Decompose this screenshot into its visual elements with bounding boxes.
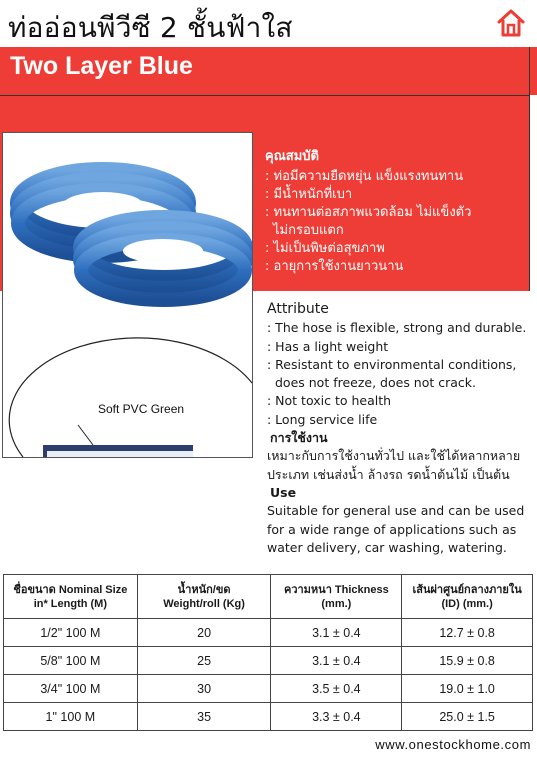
table-cell: 19.0 ± 1.0 bbox=[402, 675, 533, 703]
website-link[interactable]: www.onestockhome.com bbox=[375, 737, 531, 752]
table-cell: 5/8" 100 M bbox=[4, 647, 138, 675]
table-cell: 30 bbox=[137, 675, 271, 703]
usage-thai-line: ประเภท เช่นส่งน้ำ ล้างรถ รดน้ำต้นไม้ เป็นต้น bbox=[267, 466, 510, 482]
usage-english-line: water delivery, car washing, watering. bbox=[267, 539, 507, 555]
page-title-thai: ท่ออ่อนพีวีซี 2 ชั้นฟ้าใส bbox=[8, 11, 293, 44]
hose-diagram bbox=[9, 338, 252, 457]
diagram-label: Soft PVC Green bbox=[98, 402, 185, 416]
column-header: ความหนา Thickness (mm.) bbox=[271, 575, 402, 619]
divider bbox=[529, 47, 530, 291]
table-cell: 3.1 ± 0.4 bbox=[271, 647, 402, 675]
table-cell: 15.9 ± 0.8 bbox=[402, 647, 533, 675]
table-cell: 25.0 ± 1.5 bbox=[402, 703, 533, 731]
usage-thai-heading: การใช้งาน bbox=[270, 430, 328, 446]
table-cell: 3/4" 100 M bbox=[4, 675, 138, 703]
table-cell: 25 bbox=[137, 647, 271, 675]
table-cell: 3.3 ± 0.4 bbox=[271, 703, 402, 731]
table-row bbox=[4, 675, 533, 703]
properties-heading: คุณสมบัติ bbox=[265, 149, 319, 164]
property-line: : ไม่เป็นพิษต่อสุขภาพ bbox=[265, 241, 385, 256]
table-header-row bbox=[4, 575, 533, 619]
table-row bbox=[4, 619, 533, 647]
usage-english-line: Suitable for general use and can be used bbox=[267, 503, 525, 519]
table-cell: 3.5 ± 0.4 bbox=[271, 675, 402, 703]
divider bbox=[0, 95, 529, 96]
attribute-line: : Long service life bbox=[267, 411, 378, 427]
attribute-heading: Attribute bbox=[267, 301, 329, 317]
properties-thai bbox=[265, 148, 529, 276]
usage-english-heading: Use bbox=[270, 484, 297, 500]
table-cell: 1/2" 100 M bbox=[4, 619, 138, 647]
attribute-line: : The hose is flexible, strong and durable. bbox=[267, 320, 527, 336]
attributes-section bbox=[267, 300, 535, 557]
home-icon[interactable] bbox=[496, 8, 526, 38]
property-line: : อายุการใช้งานยาวนาน bbox=[265, 259, 404, 274]
usage-thai-line: เหมาะกับการใช้งานทั่วไป และใช้ได้หลากหลาย bbox=[267, 448, 521, 464]
table-row bbox=[4, 647, 533, 675]
property-line: : ท่อมีความยืดหยุ่น แข็งแรงทนทาน bbox=[265, 169, 464, 184]
table-cell: 12.7 ± 0.8 bbox=[402, 619, 533, 647]
column-header: น้ำหนัก/ขด Weight/roll (Kg) bbox=[137, 575, 271, 619]
attribute-line: : Has a light weight bbox=[267, 338, 389, 354]
attribute-line: : Not toxic to health bbox=[267, 393, 392, 409]
table-row bbox=[4, 703, 533, 731]
attribute-line: does not freeze, does not crack. bbox=[275, 375, 477, 391]
table-cell: 3.1 ± 0.4 bbox=[271, 619, 402, 647]
product-image bbox=[3, 133, 252, 457]
property-line: ไม่กรอบแตก bbox=[273, 223, 344, 238]
spec-table bbox=[3, 574, 533, 731]
product-image-box bbox=[2, 132, 253, 458]
column-header: ชื่อขนาด Nominal Size in* Length (M) bbox=[4, 575, 138, 619]
table-cell: 20 bbox=[137, 619, 271, 647]
property-line: : มีน้ำหนักที่เบา bbox=[265, 187, 353, 202]
table-cell: 35 bbox=[137, 703, 271, 731]
usage-english-line: for a wide range of applications such as bbox=[267, 521, 517, 537]
page-title-english: Two Layer Blue bbox=[10, 52, 193, 80]
attribute-line: : Resistant to environmental conditions, bbox=[267, 356, 517, 372]
property-line: : ทนทานต่อสภาพแวดล้อม ไม่แข็งตัว bbox=[265, 205, 472, 220]
column-header: เส้นผ่าศูนย์กลางภายใน (ID) (mm.) bbox=[402, 575, 533, 619]
table-cell: 1" 100 M bbox=[4, 703, 138, 731]
